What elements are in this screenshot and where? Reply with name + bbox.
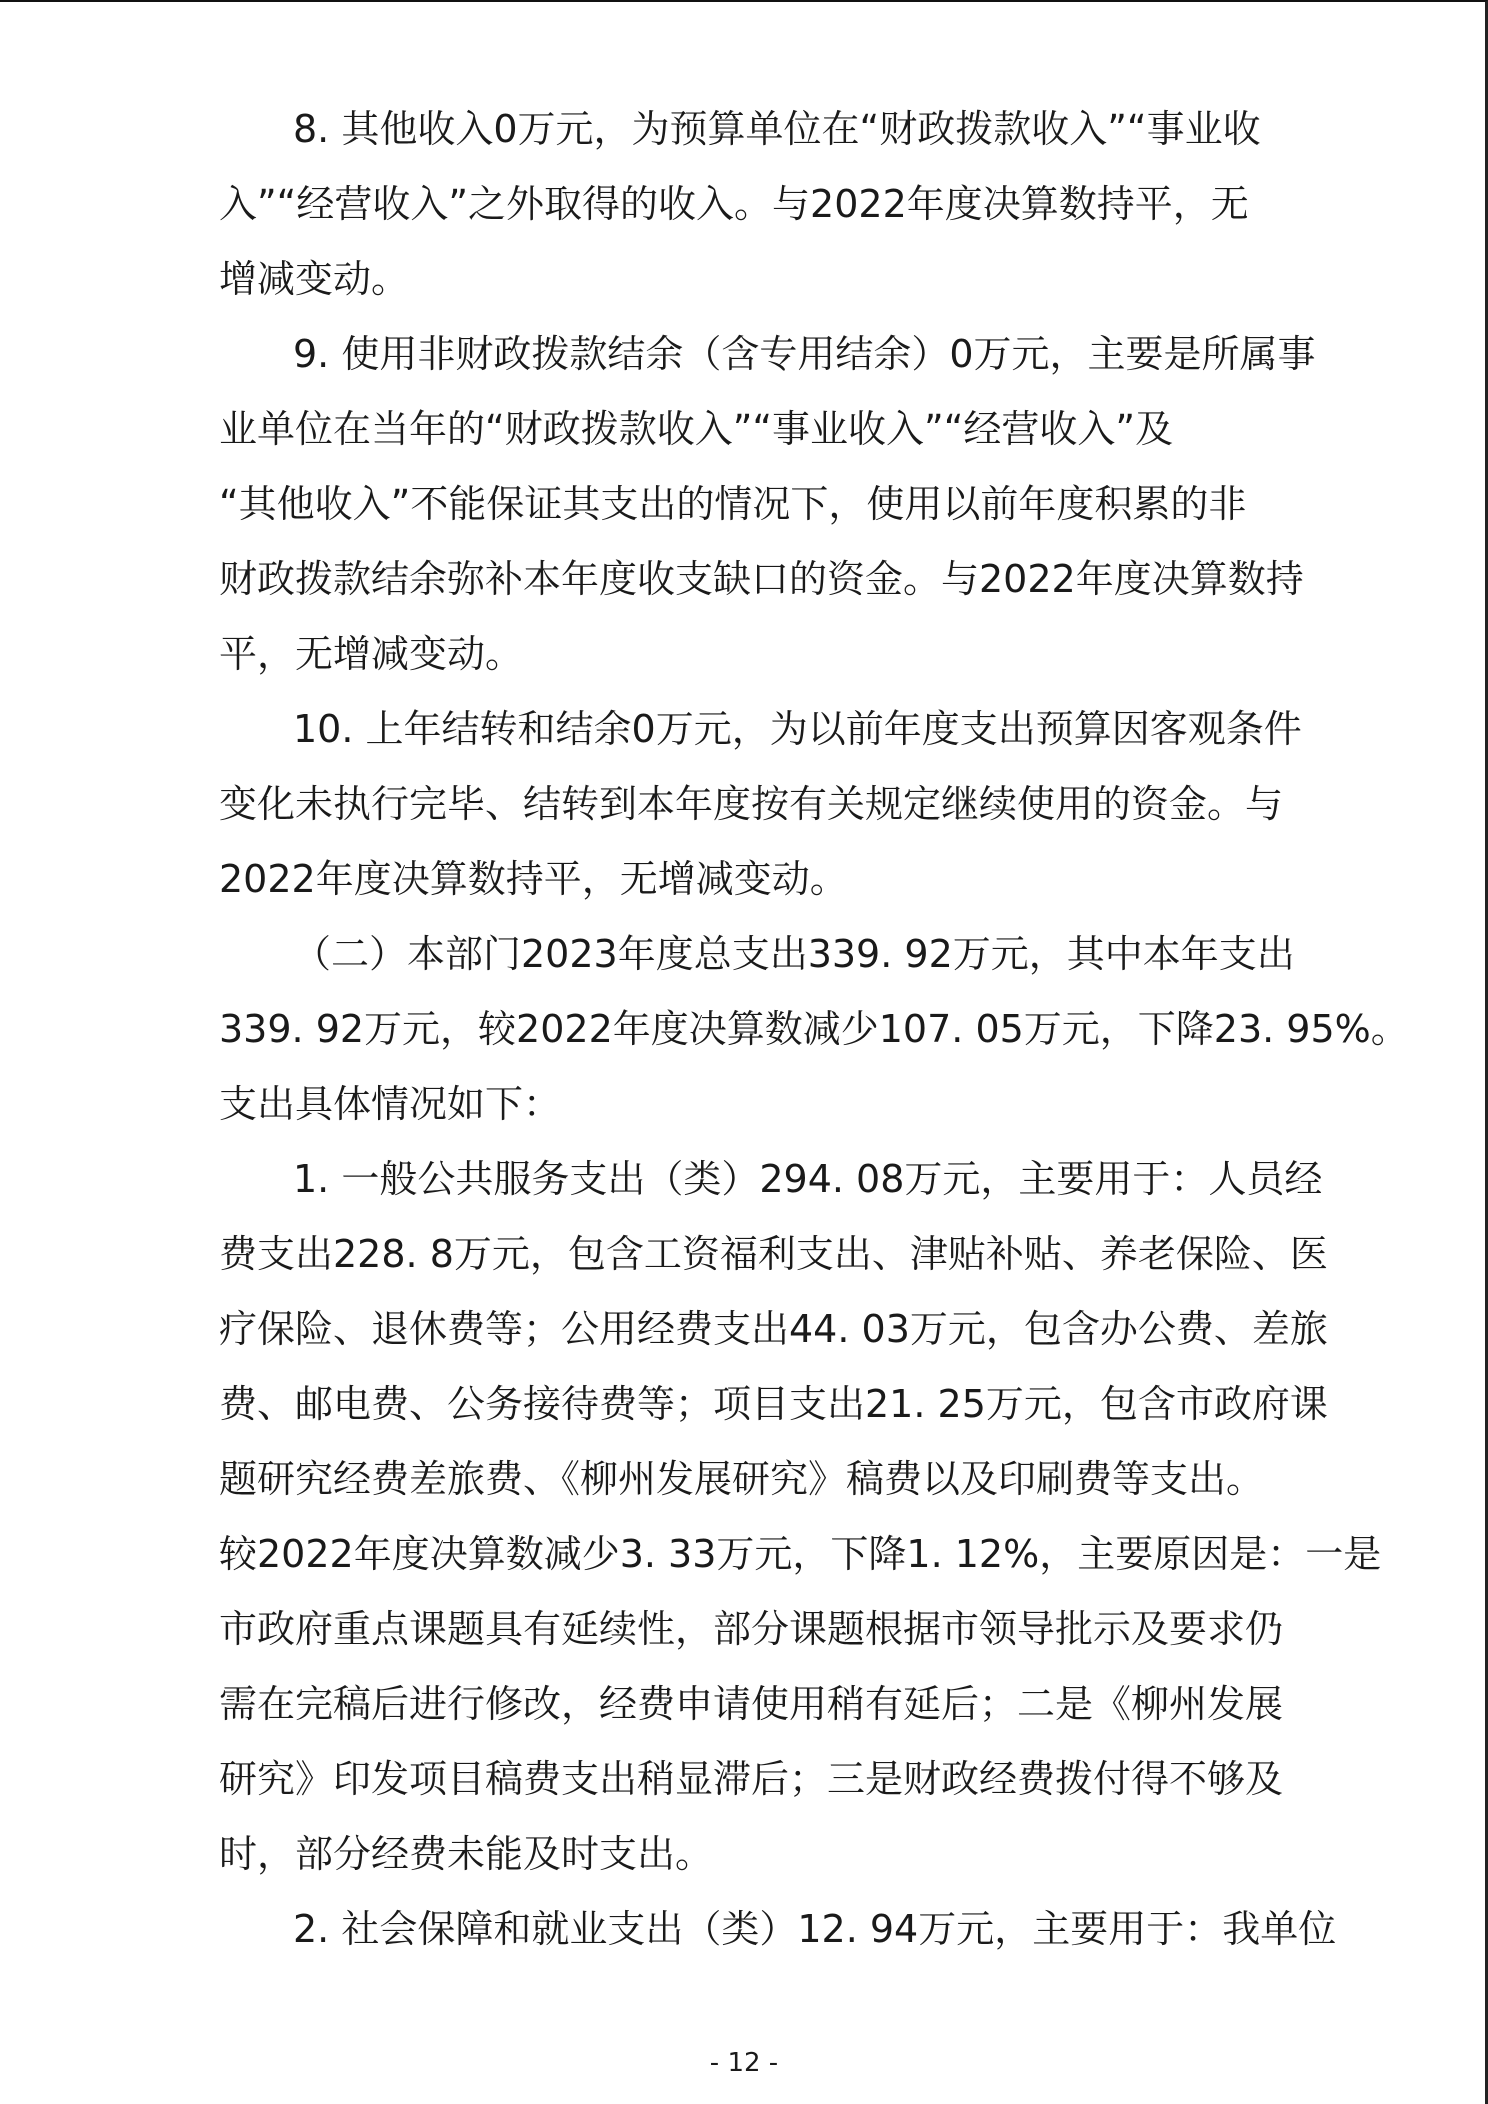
text-line: 研究》印发项目稿费支出稍显滞后；三是财政经费拨付得不够及 [219,1757,1284,1801]
text-line: （二）本部门2023年度总支出339. 92万元，其中本年支出 [293,932,1295,976]
paragraph-social-security [219,1892,1399,1967]
text-line: 变化未执行完毕、结转到本年度按有关规定继续使用的资金。与 [219,782,1284,826]
text-line: 9. 使用非财政拨款结余（含专用结余）0万元，主要是所属事 [293,332,1316,376]
text-line: 增减变动。 [219,257,410,301]
text-line: 业单位在当年的“财政拨款收入”“事业收入”“经营收入”及 [219,407,1174,451]
text-line: 费、邮电费、公务接待费等；项目支出21. 25万元，包含市政府课 [219,1382,1328,1426]
text-line: 1. 一般公共服务支出（类）294. 08万元，主要用于：人员经 [293,1157,1323,1201]
text-line: 市政府重点课题具有延续性，部分课题根据市领导批示及要求仍 [219,1607,1284,1651]
text-line: “其他收入”不能保证其支出的情况下，使用以前年度积累的非 [219,482,1247,526]
text-line: 2022年度决算数持平，无增减变动。 [219,857,848,901]
text-line: 财政拨款结余弥补本年度收支缺口的资金。与2022年度决算数持 [219,557,1304,601]
text-line: 题研究经费差旅费、《柳州发展研究》稿费以及印刷费等支出。 [219,1457,1265,1501]
text-line: 支出具体情况如下： [219,1082,562,1126]
text-line: 需在完稿后进行修改，经费申请使用稍有延后；二是《柳州发展 [219,1682,1284,1726]
text-line: 339. 92万元，较2022年度决算数减少107. 05万元，下降23. 95%。 [219,1007,1409,1051]
page-number: - 12 - [709,2048,779,2078]
paragraph-general-public-services [219,1142,1399,1892]
text-line: 疗保险、退休费等；公用经费支出44. 03万元，包含办公费、差旅 [219,1307,1328,1351]
text-line: 8. 其他收入0万元，为预算单位在“财政拨款收入”“事业收 [293,107,1261,151]
paragraph-carryover [219,692,1399,917]
text-line: 平，无增减变动。 [219,632,524,676]
text-line: 较2022年度决算数减少3. 33万元，下降1. 12%，主要原因是：一是 [219,1532,1382,1576]
paragraph-total-expenditure [219,917,1409,1142]
document-body [219,92,1409,1967]
text-line: 时，部分经费未能及时支出。 [219,1832,714,1876]
text-line: 2. 社会保障和就业支出（类）12. 94万元，主要用于：我单位 [293,1907,1337,1951]
text-line: 入”“经营收入”之外取得的收入。与2022年度决算数持平，无 [219,182,1249,226]
paragraph-non-fiscal-balance [219,317,1399,692]
paragraph-other-income [219,92,1399,317]
text-line: 费支出228. 8万元，包含工资福利支出、津贴补贴、养老保险、医 [219,1232,1328,1276]
text-line: 10. 上年结转和结余0万元，为以前年度支出预算因客观条件 [293,707,1302,751]
